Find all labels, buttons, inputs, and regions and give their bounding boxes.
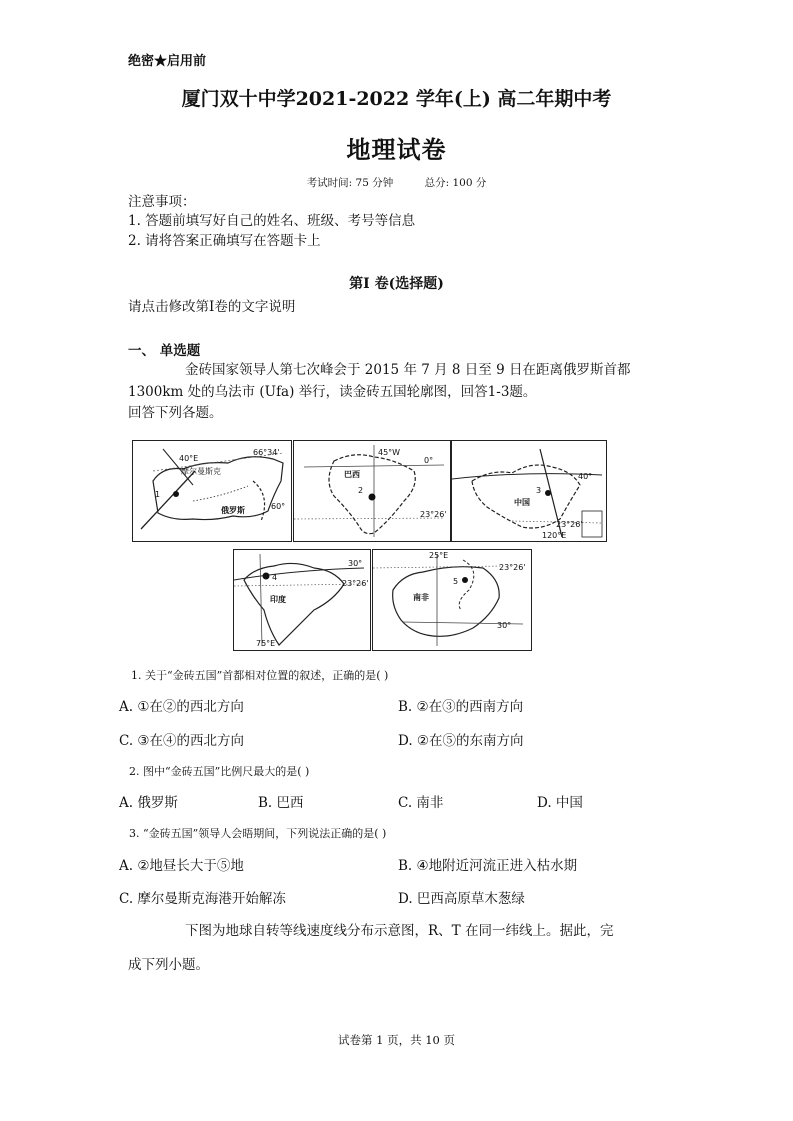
option[interactable]: C. 南非 <box>398 795 444 811</box>
passage-line: 回答下列各题。 <box>128 405 223 421</box>
trop-label: 23°26' <box>499 563 526 572</box>
question-stem: 1. 关于“金砖五国”首都相对位置的叙述，正确的是( ) <box>131 669 389 682</box>
option[interactable]: B. ②在③的西南方向 <box>398 699 524 715</box>
option[interactable]: D. ②在⑤的东南方向 <box>398 733 524 749</box>
trop-label: 23°26' <box>556 520 583 529</box>
marker-1: 1 <box>155 490 161 499</box>
lon2-label: 60° <box>271 502 286 511</box>
map-southafrica <box>372 549 532 651</box>
passage-line: 成下列小题。 <box>128 957 209 973</box>
map-russia <box>132 440 292 542</box>
lat-label: 40° <box>578 472 593 481</box>
note-item: 1. 答题前填写好自己的姓名、班级、考号等信息 <box>128 213 416 229</box>
section-description: 请点击修改第Ⅰ卷的文字说明 <box>128 299 296 315</box>
notes-heading: 注意事项： <box>128 194 196 210</box>
trop-label: 23°26' <box>342 579 369 588</box>
passage-line: 下图为地球自转等线速度线分布示意图，R、T 在同一纬线上。据此，完 <box>185 923 614 939</box>
lon-label: 120°E <box>542 531 567 540</box>
lat-label: 30° <box>497 621 512 630</box>
trop-label: 23°26' <box>420 510 447 519</box>
map-china <box>451 440 607 542</box>
exam-title: 厦门双十中学2021-2022 学年(上) 高二年期中考 <box>181 88 612 110</box>
passage-line: 金砖国家领导人第七次峰会于 2015 年 7 月 8 日至 9 日在距离俄罗斯首都 <box>185 362 631 378</box>
option[interactable]: D. 巴西高原草木葱绿 <box>398 891 525 907</box>
marker-2: 2 <box>358 486 364 495</box>
question-stem: 2. 图中“金砖五国”比例尺最大的是( ) <box>129 765 310 778</box>
map-brazil <box>293 440 451 542</box>
marker-3: 3 <box>536 486 542 495</box>
total-score: 总分: 100 分 <box>424 177 487 189</box>
country-label: 印度 <box>270 595 286 604</box>
city-label: 摩尔曼斯克 <box>181 467 221 476</box>
marker-5: 5 <box>453 577 459 586</box>
country-label: 中国 <box>514 498 530 507</box>
option[interactable]: A. ②地昼长大于⑤地 <box>119 858 244 874</box>
question-stem: 3. “金砖五国”领导人会晤期间，下列说法正确的是( ) <box>129 827 387 840</box>
lat-label: 66°34' <box>253 448 280 457</box>
note-item: 2. 请将答案正确填写在答题卡上 <box>128 233 321 249</box>
country-label: 南非 <box>413 593 429 602</box>
lon-label: 45°W <box>378 448 401 457</box>
option[interactable]: D. 中国 <box>537 795 583 811</box>
passage-line: 1300km 处的乌法市 (Ufa) 举行，读金砖五国轮廓图，回答1-3题。 <box>128 384 537 400</box>
part-heading: 一、 单选题 <box>128 343 201 359</box>
lon-label: 75°E <box>256 639 276 648</box>
lon-label: 25°E <box>429 551 449 560</box>
option[interactable]: B. ④地附近河流正进入枯水期 <box>398 858 578 874</box>
exam-time: 考试时间: 75 分钟 <box>306 177 394 189</box>
lon-label: 40°E <box>179 454 199 463</box>
page-footer: 试卷第 1 页，共 10 页 <box>337 1033 456 1047</box>
option[interactable]: B. 巴西 <box>258 795 304 811</box>
exam-meta <box>0 175 793 190</box>
country-label: 巴西 <box>344 470 360 479</box>
option[interactable]: C. ③在④的西北方向 <box>119 733 245 749</box>
map-india <box>233 549 371 651</box>
section-title: 第Ⅰ 卷(选择题) <box>349 276 444 292</box>
secret-label: 绝密★启用前 <box>128 54 207 69</box>
option[interactable]: C. 摩尔曼斯克海港开始解冻 <box>119 891 286 907</box>
lat-label: 30° <box>348 559 363 568</box>
country-label: 俄罗斯 <box>221 506 245 515</box>
option[interactable]: A. ①在②的西北方向 <box>119 699 244 715</box>
option[interactable]: A. 俄罗斯 <box>119 795 178 811</box>
eq-label: 0° <box>424 456 434 465</box>
marker-4: 4 <box>272 573 278 582</box>
subject-title: 地理试卷 <box>346 135 447 164</box>
